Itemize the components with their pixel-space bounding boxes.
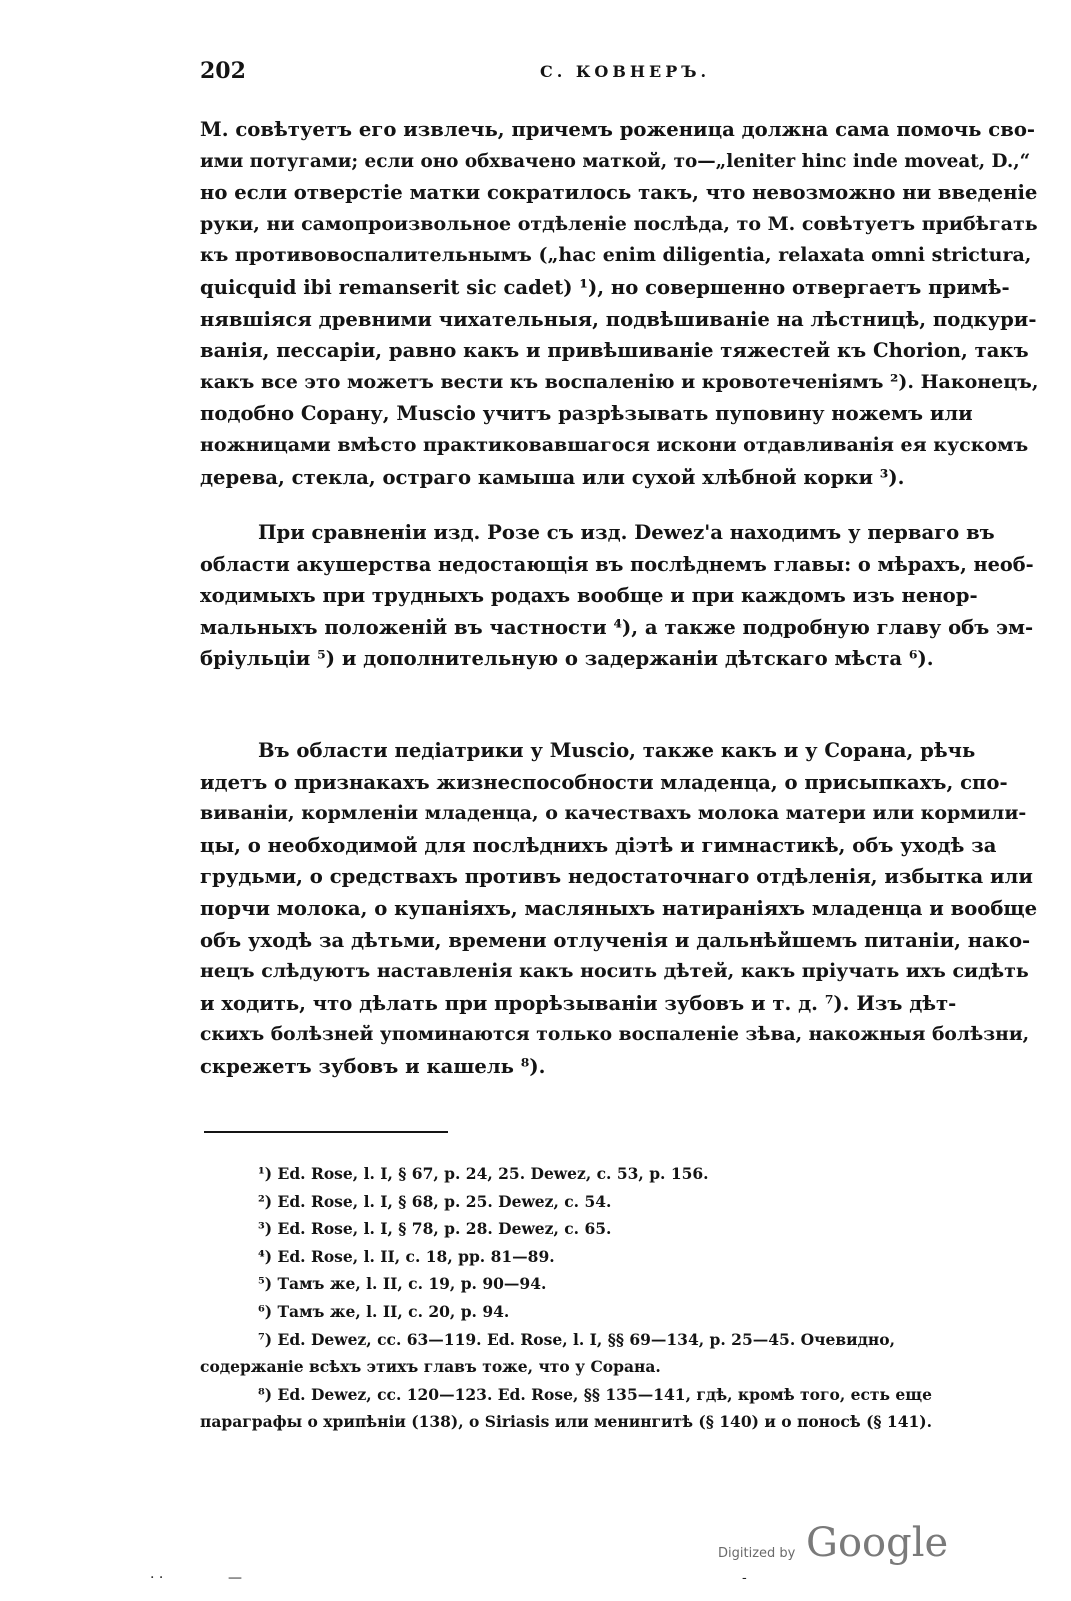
running-head: С. КОВНЕРЪ. bbox=[540, 62, 711, 81]
paragraph-3 bbox=[200, 735, 1038, 1083]
text-line: ходимыхъ при трудныхъ родахъ вообще и при каждомъ изъ ненор- bbox=[200, 584, 978, 608]
text-line: ими потугами; если оно обхвачено маткой, то—„leniter hinc inde moveat, D.,“ bbox=[200, 150, 1031, 172]
text-line: области акушерства недостающія въ послѣднемъ главы: о мѣрахъ, необ- bbox=[200, 552, 1034, 576]
footnote-continuation: параграфы о хрипѣніи (138), о Siriasis или менингитѣ (§ 140) и о поносѣ (§ 141). bbox=[200, 1412, 932, 1432]
text-line: Въ области педіатрики у Muscio, также какъ и у Сорана, рѣчь bbox=[258, 739, 976, 762]
footnote: ⁵) Тамъ же, l. II, c. 19, p. 90—94. bbox=[258, 1274, 547, 1294]
footnote: ⁴) Ed. Rose, l. II, c. 18, pp. 81—89. bbox=[258, 1246, 555, 1266]
text-line: объ уходѣ за дѣтьми, времени отлученія и дальнѣйшемъ питаніи, нако- bbox=[200, 928, 1031, 952]
text-line: виваніи, кормленіи младенца, о качествахъ молока матери или кормили- bbox=[200, 802, 1027, 825]
footnote: ¹) Ed. Rose, l. I, § 67, p. 24, 25. Dewez, c. 53, p. 156. bbox=[258, 1164, 709, 1183]
text-line: quicquid ibi remanserit sic cadet) ¹), но совершенно отвергаетъ примѣ- bbox=[200, 275, 1010, 299]
text-line: нявшіяся древними чихательныя, подвѣшиваніе на лѣстницѣ, подкури- bbox=[200, 307, 1037, 331]
footnote: ⁷) Ed. Dewez, cc. 63—119. Ed. Rose, l. I, §§ 69—134, p. 25—45. Очевидно, bbox=[258, 1329, 895, 1349]
text-line: но если отверстіе матки сократилось такъ, что невозможно ни введеніе bbox=[200, 181, 1038, 205]
footnote-continuation: содержаніе всѣхъ этихъ главъ тоже, что у Сорана. bbox=[200, 1357, 661, 1377]
footnote-separator bbox=[204, 1131, 448, 1133]
paragraph-2 bbox=[200, 517, 1038, 675]
page-number: 202 bbox=[200, 58, 246, 84]
text-line: грудьми, о средствахъ противъ недостаточнаго отдѣленія, избытка или bbox=[200, 865, 1033, 889]
text-line: ванія, пессаріи, равно какъ и привѣшиваніе тяжестей къ Chorion, такъ bbox=[200, 339, 1029, 363]
text-line: порчи молока, о купаніяхъ, масляныхъ натираніяхъ младенца и вообще bbox=[200, 896, 1038, 920]
footnotes bbox=[200, 1160, 1040, 1436]
footnote: ⁸) Ed. Dewez, cc. 120—123. Ed. Rose, §§ 135—141, гдѣ, кромѣ того, есть еще bbox=[258, 1384, 932, 1404]
scan-mark: — bbox=[228, 1570, 242, 1586]
page-header bbox=[200, 58, 1040, 90]
text-line: При сравненіи изд. Розе съ изд. Dewez'a находимъ у перваго въ bbox=[258, 521, 995, 544]
footnote: ⁶) Тамъ же, l. II, c. 20, p. 94. bbox=[258, 1301, 510, 1321]
text-line: бріульціи ⁵) и дополнительную о задержаніи дѣтскаго мѣста ⁶). bbox=[200, 647, 934, 671]
text-line: скрежетъ зубовъ и кашель ⁸). bbox=[200, 1054, 546, 1078]
watermark-prefix: Digitized by bbox=[718, 1546, 796, 1561]
scan-mark: - bbox=[742, 1570, 747, 1586]
scan-mark: · · bbox=[150, 1570, 164, 1586]
text-line: мальныхъ положеній въ частности ⁴), а также подробную главу объ эм- bbox=[200, 615, 1034, 639]
text-line: ножницами вмѣсто практиковавшагося искони отдавливанія ея кускомъ bbox=[200, 433, 1029, 456]
footnote: ²) Ed. Rose, l. I, § 68, p. 25. Dewez, c. 54. bbox=[258, 1191, 612, 1211]
paragraph-1 bbox=[200, 114, 1038, 493]
text-line: М. совѣтуетъ его извлечь, причемъ роженица должна сама помочь сво- bbox=[200, 118, 1036, 141]
text-line: къ противовоспалительнымъ („hac enim diligentia, relaxata omni strictura, bbox=[200, 244, 1032, 267]
text-line: руки, ни самопроизвольное отдѣленіе послѣда, то М. совѣтуетъ прибѣгать bbox=[200, 212, 1038, 235]
footnote: ³) Ed. Rose, l. I, § 78, p. 28. Dewez, c. 65. bbox=[258, 1219, 612, 1239]
text-line: подобно Сорану, Muscio учитъ разрѣзывать пуповину ножемъ или bbox=[200, 402, 973, 426]
text-line: скихъ болѣзней упоминаются только воспаленіе зѣва, накожныя болѣзни, bbox=[200, 1023, 1030, 1046]
text-line: цы, о необходимой для послѣднихъ діэтѣ и гимнастикѣ, объ уходѣ за bbox=[200, 833, 997, 857]
text-line: дерева, стекла, остраго камыша или сухой хлѣбной корки ³). bbox=[200, 465, 905, 489]
text-line: какъ все это можетъ вести къ воспаленію и кровотеченіямъ ²). Наконецъ, bbox=[200, 370, 1038, 393]
text-line: идетъ о признакахъ жизнеспособности младенца, о присыпкахъ, спо- bbox=[200, 770, 1008, 794]
digitized-watermark bbox=[718, 1520, 978, 1570]
text-line: и ходить, что дѣлать при прорѣзываніи зубовъ и т. д. ⁷). Изъ дѣт- bbox=[200, 991, 957, 1015]
watermark-brand: Google bbox=[806, 1520, 949, 1566]
text-line: нецъ слѣдуютъ наставленія какъ носить дѣтей, какъ пріучать ихъ сидѣть bbox=[200, 960, 1029, 983]
